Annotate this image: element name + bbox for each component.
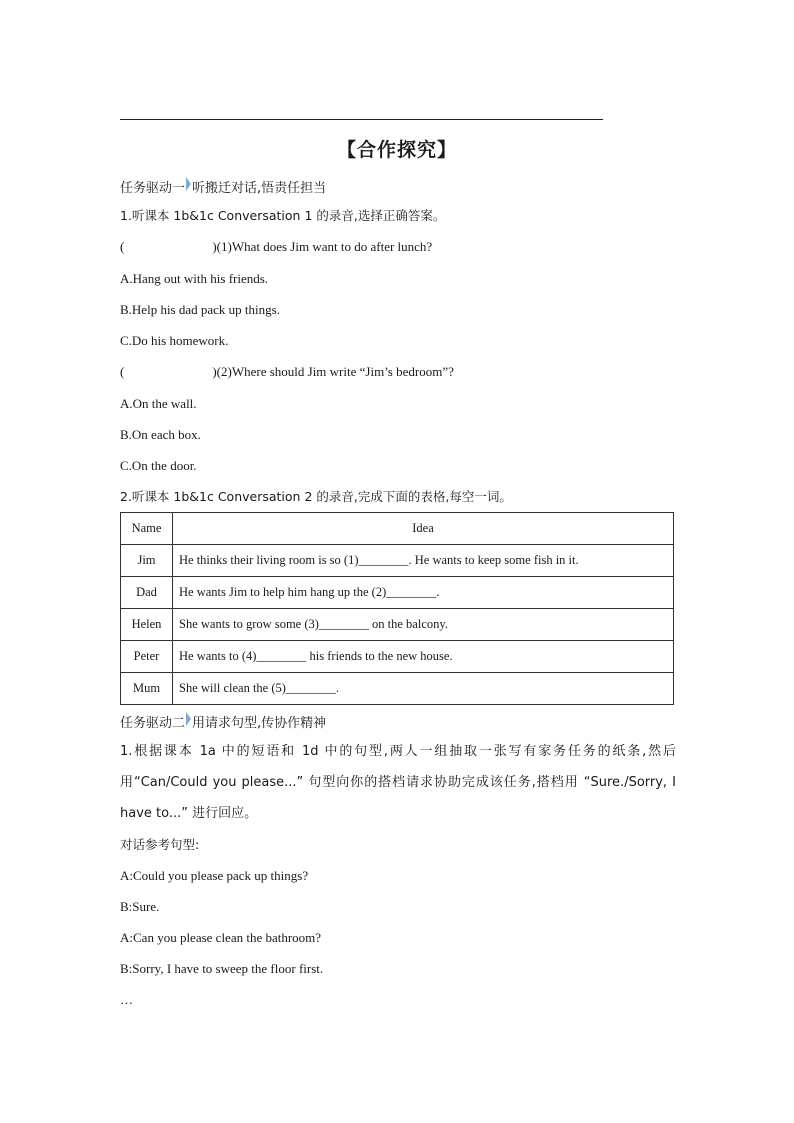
question-1-1-text: )(1)What does Jim want to do after lunch? [212,239,433,254]
task2-instruction: 1.根据课本 1a 中的短语和 1d 中的句型,两人一组抽取一张写有家务任务的纸条,然后用“Can/Could you please...” 句型向你的搭档请求协助完成该任务,搭档用 “Sure./Sorry, I have to...” 进行回应。 [120,744,676,821]
q2-instruction: 2.听课本 1b&1c Conversation 2 的录音,完成下面的表格,每空一词。 [120,489,512,504]
task1-heading [120,177,326,197]
table-cell-idea: She wants to grow some (3)________ on the balcony. [173,609,674,641]
dialogue-line: B:Sure. [120,899,160,914]
task2-heading-title: 用请求句型,传协作精神 [192,716,327,731]
table-header-idea: Idea [173,513,674,545]
table-row [121,577,674,609]
option-1-1-c: C.Do his homework. [120,333,229,348]
task1-heading-label: 任务驱动一 [120,181,186,196]
table-cell-name: Helen [121,609,173,641]
table-cell-idea: He wants to (4)________ his friends to the new house. [173,641,674,673]
question-1-2-text: )(2)Where should Jim write “Jim’s bedroom”? [212,364,454,379]
arrow-icon [186,177,191,191]
arrow-icon [186,712,191,726]
task2-heading-label: 任务驱动二 [120,716,186,731]
option-1-2-a: A.On the wall. [120,396,197,411]
reference-label: 对话参考句型: [120,837,200,852]
table-row [121,673,674,705]
table-row [121,609,674,641]
task1-heading-title: 听搬迁对话,悟责任担当 [192,181,327,196]
table-row [121,641,674,673]
fill-in-table [120,512,674,705]
table-row [121,545,674,577]
question-1-1 [120,239,432,255]
option-1-2-b: B.On each box. [120,427,201,442]
option-1-2-c: C.On the door. [120,458,197,473]
task2-heading [120,712,326,732]
q1-instruction: 1.听课本 1b&1c Conversation 1 的录音,选择正确答案。 [120,208,446,223]
dialogue-line: A:Can you please clean the bathroom? [120,930,322,945]
table-cell-idea: He wants Jim to help him hang up the (2)________. [173,577,674,609]
dialogue-line: B:Sorry, I have to sweep the floor first. [120,961,324,976]
answer-paren-open: ( [120,239,125,254]
option-1-1-a: A.Hang out with his friends. [120,271,269,286]
table-cell-idea: She will clean the (5)________. [173,673,674,705]
table-cell-name: Jim [121,545,173,577]
header-rule [120,119,603,120]
table-cell-idea: He thinks their living room is so (1)________. He wants to keep some fish in it. [173,545,674,577]
section-title: 【合作探究】 [336,139,457,161]
table-cell-name: Dad [121,577,173,609]
dialogue-line: A:Could you please pack up things? [120,868,309,883]
question-1-2 [120,364,454,380]
dialogue-ellipsis: … [120,992,133,1007]
table-header-row [121,513,674,545]
table-cell-name: Mum [121,673,173,705]
table-header-name: Name [121,513,173,545]
option-1-1-b: B.Help his dad pack up things. [120,302,280,317]
answer-paren-open: ( [120,364,125,379]
table-cell-name: Peter [121,641,173,673]
